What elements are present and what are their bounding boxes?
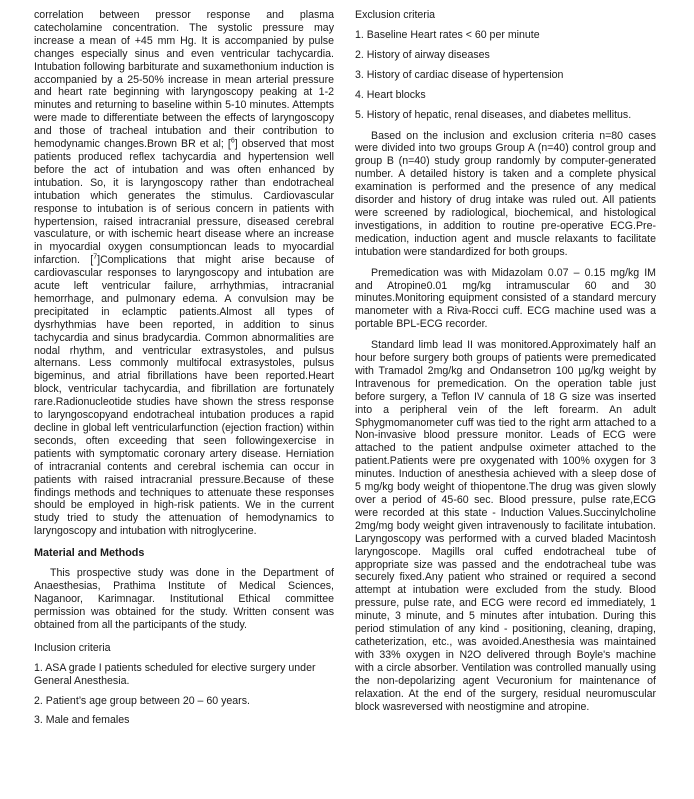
list-item: 2. Patient’s age group between 20 – 60 years. bbox=[34, 694, 250, 707]
methods-paragraph: This prospective study was done in the Department of Anaesthesias, Prathima Institute of Medical Sciences, Naganoor, Karimnagar. Institutional Ethical committee permission was obtained for the study. Written consent was obtained from all the participants of the study. bbox=[34, 567, 334, 631]
section-heading-methods: Material and Methods bbox=[34, 547, 145, 560]
list-item: 4. Heart blocks bbox=[355, 88, 426, 101]
list-item: 3. History of cardiac disease of hypertension bbox=[355, 68, 564, 81]
right-column bbox=[355, 9, 656, 713]
exclusion-criteria-list bbox=[355, 29, 656, 122]
list-item: 1. Baseline Heart rates < 60 per minute bbox=[355, 29, 540, 41]
citation-ref: 7 bbox=[93, 253, 98, 261]
citation-ref: 6 bbox=[230, 137, 235, 145]
grouping-paragraph: Based on the inclusion and exclusion criteria n=80 cases were divided into two groups Group A (n=40) control group and group B (n=40) study group randomly by computer-generated number. A detailed history is taken and a complete physical examination is performed and the presence of any medical disorder and history of drug intake was ruled out. All patients were screened by radiological, biochemical, and histological investigations, in addition to routine pre-operative ECG.Pre-medication, induction agent and muscle relaxants to facilitate intubation were standardized for both groups. bbox=[355, 129, 656, 258]
list-item: 1. ASA grade I patients scheduled for elective surgery under General Anesthesia. bbox=[34, 661, 316, 687]
list-item: 3. Male and females bbox=[34, 714, 130, 727]
premedication-paragraph: Premedication was with Midazolam 0.07 – 0.15 mg/kg IM and Atropine0.01 mg/kg intramuscular 60 and 30 minutes.Monitoring equipment consisted of a standard mercury manometer with a Riva-Rocci cuff. ECG machine used was a portable BPL-ECG recorder. bbox=[355, 266, 656, 331]
procedure-paragraph: Standard limb lead II was monitored.Approximately half an hour before surgery both groups of patients were premedicated with Tramadol 2mg/kg and Ondansetron 100 µg/kg weight by Intravenous for premedication. On the operation table just before surgery, a Teflon IV cannula of 18 G size was inserted into a peripheral vein of the left forearm. An adult Sphygmomanometer cuff was tied to the right arm attached to a Non-invasive blood pressure monitor. Leads of ECG were attached to the patient andpulse oximeter attached to the patient.Patients were pre oxygenated with 100% oxygen for 3 minutes. Induction of anesthesia achieved with a sleep dose of 5 mg/kg body weight of thiopentone.The drug was given slowly over a period of 45-60 sec. Blood pressure, pulse rate,ECG were recorded at this state - Induction Values.Succinylcholine 2mg/mg body weight given intravenously to facilitate intubation. Laryngoscopy was performed with a curved bladed Macintosh laryngoscope. Magills oral cuffed endotracheal tube of appropriate size was passed and the endotracheal tube was securely fixed.Any patient who strained or required a second attempt at intubation were excluded from the study. Blood pressure, pulse rate, and ECG were record ed immediately, 1 minute, 3 minute, and 5 minutes after intubation. During this period stimulation of any kind - positioning, cleaning, draping, catheterization, etc., was avoided.Anesthesia was maintained with 33% oxygen in N2O delivered through Boyle's machine with a circle absorber. Ventilation was controlled manually using the non-depolarizing agent Vecuronium for maintenance of relaxation. At the end of the surgery, residual neuromuscular block wasreversed with neostigmine and atropine. bbox=[355, 339, 656, 713]
list-item: 5. History of hepatic, renal diseases, and diabetes mellitus. bbox=[355, 108, 632, 121]
list-item: 2. History of airway diseases bbox=[355, 48, 490, 61]
exclusion-criteria-title: Exclusion criteria bbox=[355, 9, 436, 21]
intro-paragraph: correlation between pressor response and plasma catecholamine concentration. The systolic pressure may increase a mean of +45 mm Hg. It is accompanied by pulse changes especially sinus and even ventricular tachycardia. Intubation following barbiturate and suxamethonium induction is accompanied by a 25-50% increase in mean arterial pressure and heart rate beginning with laryngoscopy peaking at 1-2 minutes and returning to baseline within 5-10 minutes. Attempts were made to differentiate between the effects of laryngoscopy and those of tracheal intubation and their contribution to hemodynamic changes.Brown BR et al; [$^6$] observed that most patients produced reflex tachycardia and hypertension well before the act of intubation and was often enhanced by intubation. So, it is laryngoscopy rather than endotracheal intubation which generates the stimulus. Cardiovascular response to intubation is of serious concern in patients with hypertension, raised intracranial pressure, diseased cerebral vasculature, or with ischemic heart disease where an increase in myocardial oxygen consumptioncan leads to myocardial infarction. [$^7$]Complications that might arise because of cardiovascular responses to laryngoscopy and intubation are acute left ventricular failure, arrhythmias, intracranial hemorrhage, and pulmonary edema. A convulsion may be precipitated in eclamptic patients.Almost all types of dysrhythmias have been reported, in addition to sinus tachycardia and sinus bradycardia. Common abnormalities are nodal rhythm, and ventricular extrasystoles, and pulsus alternans. Less commonly multifocal extrasystoles, pulsus bigeminus, and atrial fibrillations have been reported.Heart block, ventricular tachycardia, and fibrillation are fortunately rare.Radionucleotide studies have shown the stress response to laryngoscopyand endotracheal intubation produces a rapid decline in global left ventricularfunction (ejection fraction) within seconds, often exceeding that seen followingexercise in patients with symptomatic coronary artery disease. Herniation of intracranial contents and cerebral ischemia can occur in patients with raised intracranial pressure.Because of these findings methods and techniques to attenuate these responses should be employed in high-risk patients. We in the current study tried to study the attenuation of hemodynamics to laryngoscopy and intubation with nitroglycerine. bbox=[34, 9, 335, 538]
inclusion-criteria-title: Inclusion criteria bbox=[34, 641, 111, 654]
inclusion-criteria-list bbox=[34, 662, 334, 728]
left-column bbox=[34, 9, 334, 727]
